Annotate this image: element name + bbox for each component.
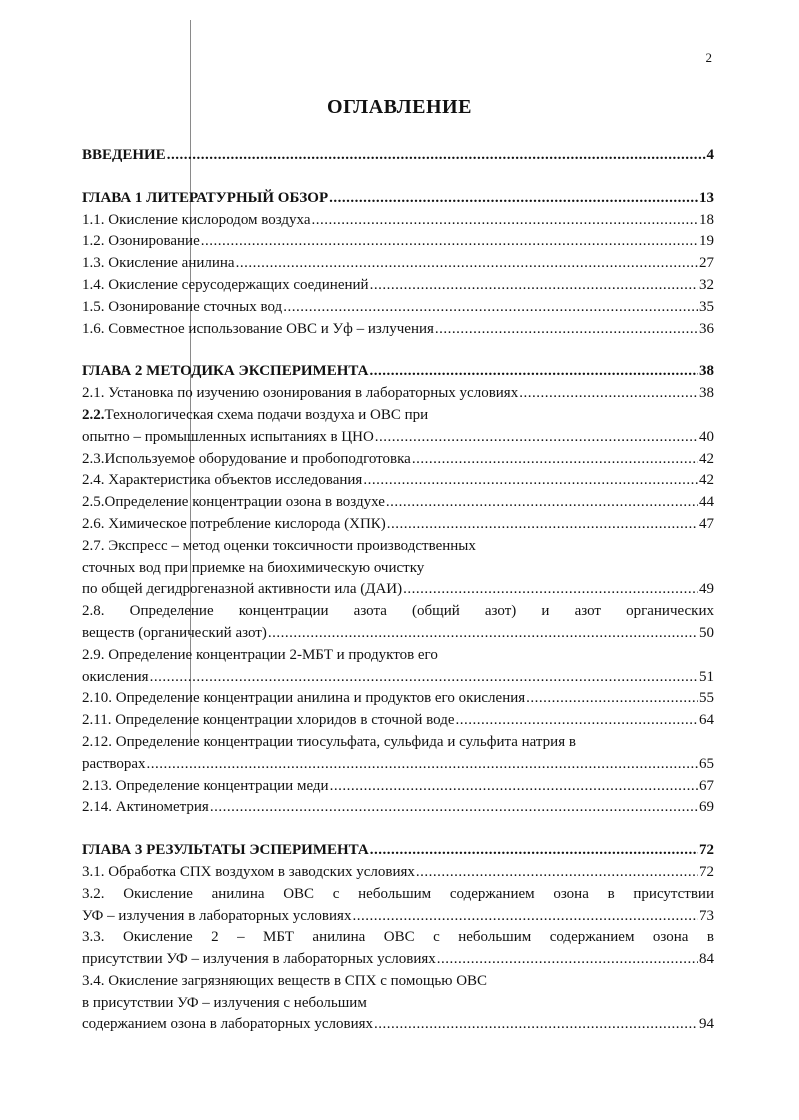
toc-entry-2-7[interactable]: 2.7. Экспресс – метод оценки токсичности производственных сточных вод при приемке на биохимическую очистку по общей дегидрогеназной активности ила (ДАИ) ..... 49 <box>82 536 714 601</box>
toc-entry-2-13[interactable]: 2.13. Определение концентрации меди ..... 67 <box>82 776 714 798</box>
toc-entry-2-5[interactable]: 2.5.Определение концентрации озона в воздухе ..... 44 <box>82 492 714 514</box>
toc-entry-2-9[interactable]: 2.9. Определение концентрации 2-МБТ и продуктов его окисления ..... 51 <box>82 645 714 689</box>
toc-entry-2-4[interactable]: 2.4. Характеристика объектов исследования ..... 42 <box>82 470 714 492</box>
toc-entry-3-2[interactable]: 3.2. Окисление анилина ОВС с небольшим содержанием озона в присутствии УФ – излучения в лабораторных условиях ..... 73 <box>82 884 714 928</box>
toc-entry-1-3[interactable]: 1.3. Окисление анилина ..... 27 <box>82 253 714 275</box>
toc-entry-2-6[interactable]: 2.6. Химическое потребление кислорода (ХПК) ..... 47 <box>82 514 714 536</box>
toc-entry-1-5[interactable]: 1.5. Озонирование сточных вод ..... 35 <box>82 297 714 319</box>
table-of-contents <box>82 145 714 1036</box>
toc-entry-2-2[interactable]: 2.2.Технологическая схема подачи воздуха и ОВС при опытно – промышленных испытаниях в ЦНО ..... 40 <box>82 405 714 449</box>
toc-entry-intro[interactable]: ВВЕДЕНИЕ ..... 4 <box>82 145 714 167</box>
toc-entry-3-1[interactable]: 3.1. Обработка СПХ воздухом в заводских условиях ..... 72 <box>82 862 714 884</box>
toc-entry-3-3[interactable]: 3.3. Окисление 2 – МБТ анилина ОВС с небольшим содержанием озона в присутствии УФ – излучения в лабораторных условиях ..... 84 <box>82 927 714 971</box>
toc-entry-1-2[interactable]: 1.2. Озонирование ..... 19 <box>82 231 714 253</box>
toc-chapter-3[interactable]: ГЛАВА 3 РЕЗУЛЬТАТЫ ЭСПЕРИМЕНТА ..... 72 <box>82 840 714 862</box>
toc-entry-2-8[interactable]: 2.8. Определение концентрации азота (общий азот) и азот органических веществ (органический азот) ..... 50 <box>82 601 714 645</box>
toc-entry-2-1[interactable]: 2.1. Установка по изучению озонирования в лабораторных условиях ..... 38 <box>82 383 714 405</box>
page-number: 2 <box>705 50 712 65</box>
toc-entry-1-6[interactable]: 1.6. Совместное использование ОВС и Уф – излучения ..... 36 <box>82 319 714 341</box>
toc-entry-3-4[interactable]: 3.4. Окисление загрязняющих веществ в СПХ с помощью ОВС в присутствии УФ – излучения с небольшим содержанием озона в лабораторных условиях ..... 94 <box>82 971 714 1036</box>
toc-entry-2-10[interactable]: 2.10. Определение концентрации анилина и продуктов его окисления ..... 55 <box>82 688 714 710</box>
toc-entry-2-12[interactable]: 2.12. Определение концентрации тиосульфата, сульфида и сульфита натрия в растворах ..... 65 <box>82 732 714 776</box>
toc-entry-1-1[interactable]: 1.1. Окисление кислородом воздуха ..... 18 <box>82 210 714 232</box>
toc-entry-2-14[interactable]: 2.14. Актинометрия ..... 69 <box>82 797 714 819</box>
toc-chapter-2[interactable]: ГЛАВА 2 МЕТОДИКА ЭКСПЕРИМЕНТА ..... 38 <box>82 361 714 383</box>
toc-entry-2-3[interactable]: 2.3.Используемое оборудование и пробоподготовка ..... 42 <box>82 449 714 471</box>
toc-entry-2-11[interactable]: 2.11. Определение концентрации хлоридов в сточной воде ..... 64 <box>82 710 714 732</box>
page-title: ОГЛАВЛЕНИЕ <box>327 96 472 118</box>
toc-chapter-1[interactable]: ГЛАВА 1 ЛИТЕРАТУРНЫЙ ОБЗОР ..... 13 <box>82 188 714 210</box>
toc-entry-1-4[interactable]: 1.4. Окисление серусодержащих соединений ..... 32 <box>82 275 714 297</box>
